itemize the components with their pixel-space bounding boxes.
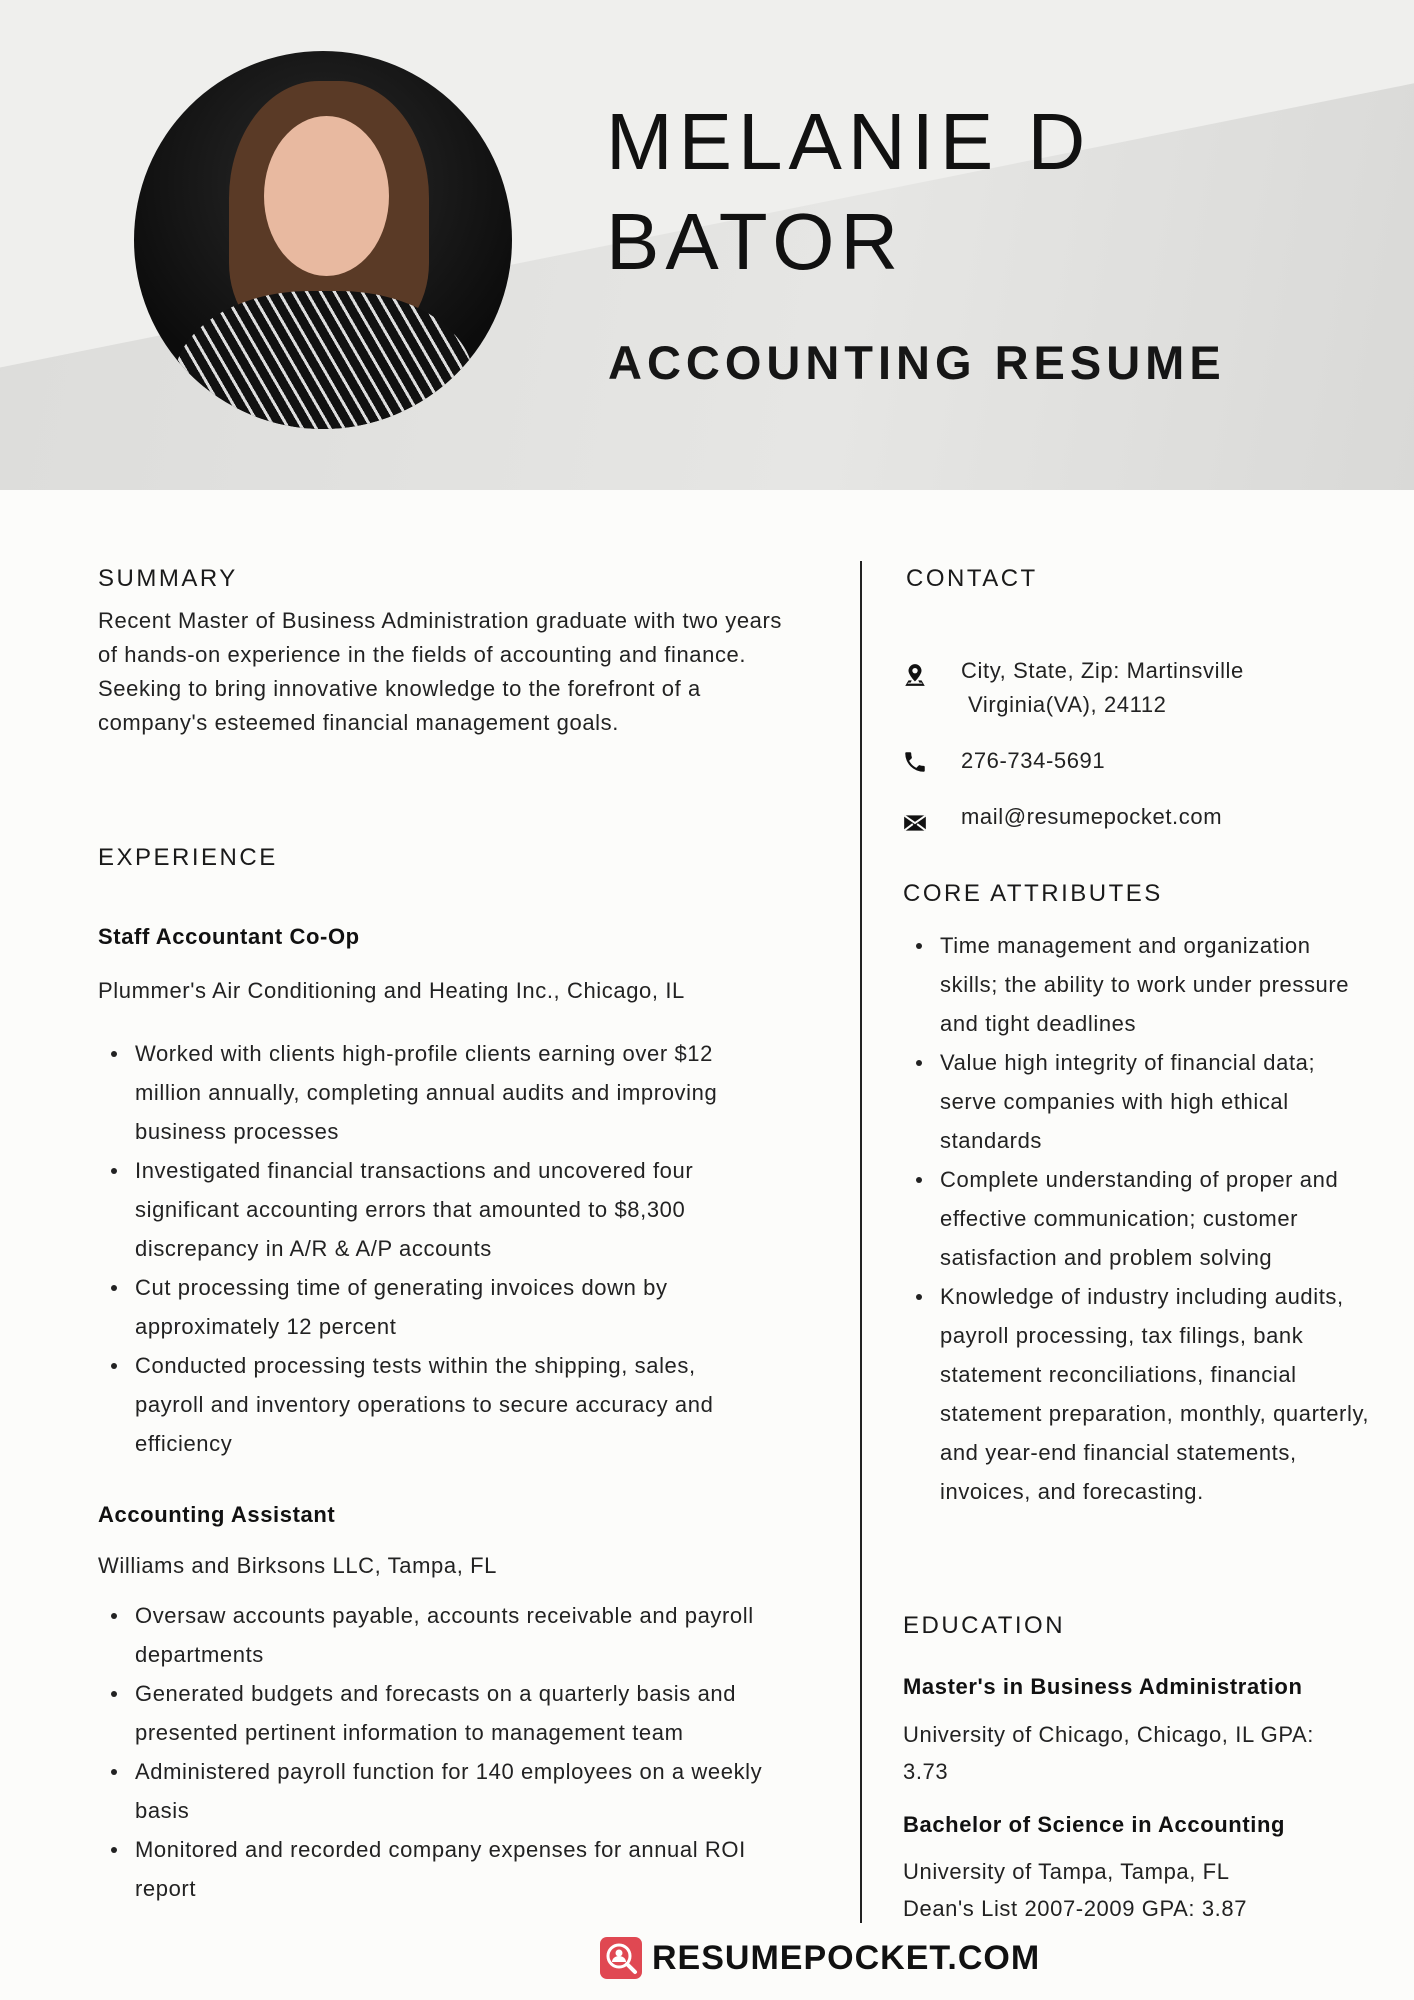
degree-honors: Dean's List 2007-2009 GPA: 3.87 bbox=[903, 1896, 1248, 1921]
resumepocket-logo-icon bbox=[600, 1937, 642, 1979]
job-company: Plummer's Air Conditioning and Heating Inc., Chicago, IL bbox=[98, 978, 685, 1003]
header bbox=[0, 0, 1414, 490]
contact-phone: 276-734-5691 bbox=[961, 748, 1106, 773]
email-icon bbox=[902, 810, 928, 836]
list-item: Investigated financial transactions and uncovered four significant accounting errors that amounted to $8,300 discrepancy in A/R & A/P accounts bbox=[98, 1151, 768, 1268]
job-bullets bbox=[98, 1034, 768, 1463]
list-item: Monitored and recorded company expenses for annual ROI report bbox=[98, 1830, 768, 1908]
list-item: Administered payroll function for 140 employees on a weekly basis bbox=[98, 1752, 768, 1830]
degree-school: University of Tampa, Tampa, FL bbox=[903, 1859, 1230, 1884]
degree-title: Bachelor of Science in Accounting bbox=[903, 1812, 1286, 1837]
list-item: Time management and organization skills; the ability to work under pressure and tight deadlines bbox=[903, 926, 1373, 1043]
list-item: Value high integrity of financial data; serve companies with high ethical standards bbox=[903, 1043, 1373, 1160]
contact-heading: CONTACT bbox=[906, 565, 1038, 592]
profile-photo bbox=[134, 51, 512, 429]
job-title: Staff Accountant Co-Op bbox=[98, 924, 360, 949]
list-item: Oversaw accounts payable, accounts receivable and payroll departments bbox=[98, 1596, 768, 1674]
core-attributes-heading: CORE ATTRIBUTES bbox=[903, 880, 1163, 907]
column-divider bbox=[860, 561, 862, 1923]
list-item: Worked with clients high-profile clients earning over $12 million annually, completing annual audits and improving business processes bbox=[98, 1034, 768, 1151]
education-heading: EDUCATION bbox=[903, 1612, 1066, 1639]
contact-email: mail@resumepocket.com bbox=[961, 804, 1223, 829]
resume-title: ACCOUNTING RESUME bbox=[608, 336, 1226, 389]
list-item: Conducted processing tests within the shipping, sales, payroll and inventory operations to secure accuracy and efficiency bbox=[98, 1346, 768, 1463]
name-line-2: BATOR bbox=[606, 197, 905, 286]
degree-school: University of Chicago, Chicago, IL GPA: bbox=[903, 1722, 1315, 1747]
summary-text: Recent Master of Business Administration graduate with two years of hands-on experience in the fields of accounting and finance. Seeking to bring innovative knowledge to the forefront of a company's esteemed financial management goals. bbox=[98, 608, 783, 735]
job-bullets bbox=[98, 1596, 768, 1908]
location-pin-icon bbox=[902, 662, 928, 688]
phone-icon bbox=[902, 749, 928, 775]
list-item: Knowledge of industry including audits, payroll processing, tax filings, bank statement reconciliations, financial statement preparation, monthly, quarterly, and year-end financial statements, invoices, and forecasting. bbox=[903, 1277, 1373, 1511]
summary-heading: SUMMARY bbox=[98, 565, 238, 592]
brand-name: RESUMEPOCKET.COM bbox=[652, 1938, 1041, 1977]
name-line-1: MELANIE D bbox=[606, 97, 1092, 186]
contact-address-line2: Virginia(VA), 24112 bbox=[968, 692, 1167, 717]
candidate-name bbox=[606, 92, 1091, 292]
footer-brand bbox=[600, 1937, 1040, 1979]
degree-gpa: 3.73 bbox=[903, 1759, 949, 1784]
core-attributes-list bbox=[903, 926, 1373, 1511]
experience-heading: EXPERIENCE bbox=[98, 844, 278, 871]
job-title: Accounting Assistant bbox=[98, 1502, 336, 1527]
list-item: Cut processing time of generating invoices down by approximately 12 percent bbox=[98, 1268, 768, 1346]
list-item: Generated budgets and forecasts on a quarterly basis and presented pertinent information to management team bbox=[98, 1674, 768, 1752]
job-company: Williams and Birksons LLC, Tampa, FL bbox=[98, 1553, 497, 1578]
contact-address-line1: City, State, Zip: Martinsville bbox=[961, 658, 1244, 683]
list-item: Complete understanding of proper and effective communication; customer satisfaction and problem solving bbox=[903, 1160, 1373, 1277]
degree-title: Master's in Business Administration bbox=[903, 1674, 1303, 1699]
